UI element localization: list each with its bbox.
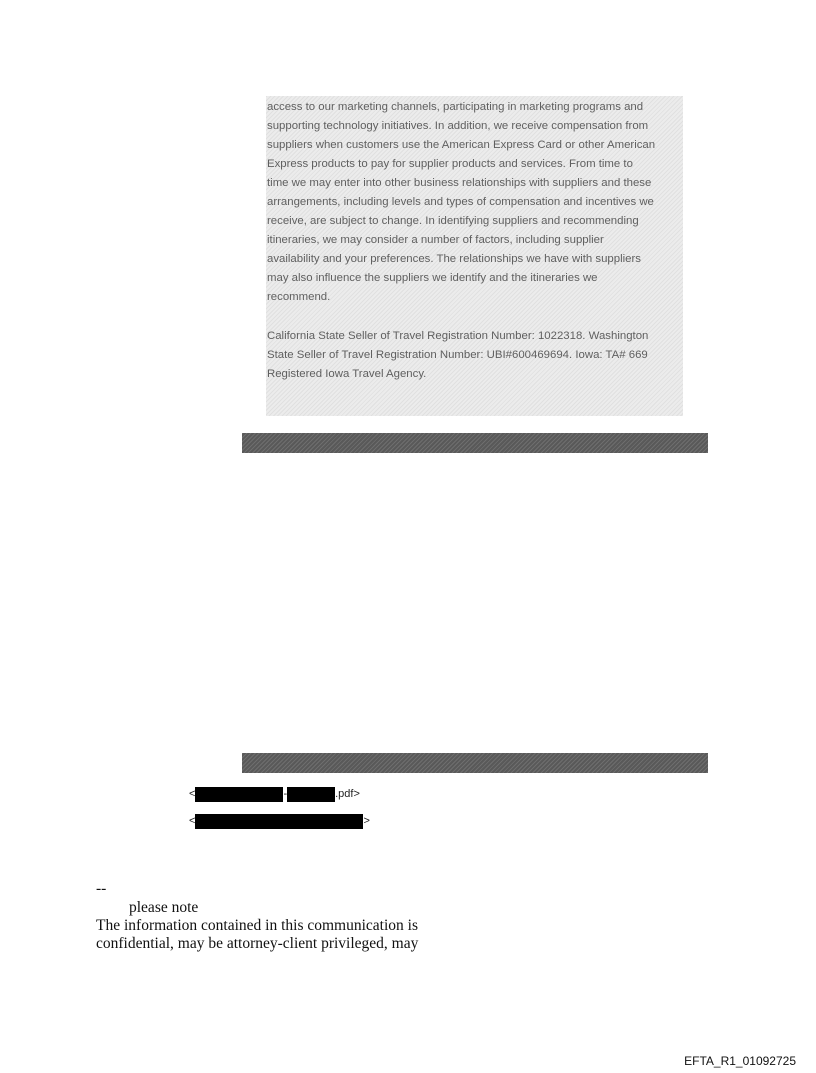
redaction-block — [195, 814, 363, 829]
attachment-suffix: > — [363, 815, 370, 827]
redaction-block — [287, 787, 335, 802]
confidentiality-text-line-2: confidential, may be attorney-client privileged, may — [96, 935, 419, 952]
separator-bar-bottom — [242, 753, 708, 773]
signature-dashes: -- — [96, 880, 107, 897]
redaction-block — [195, 787, 283, 802]
attachment-separator: - — [283, 788, 288, 800]
confidentiality-text-line-1: The information contained in this communication is — [96, 917, 418, 934]
attachment-pdf-link[interactable] — [189, 786, 360, 802]
document-id: EFTA_R1_01092725 — [684, 1054, 796, 1068]
attachment-suffix: .pdf> — [335, 788, 360, 800]
attachment-open-bracket: < — [189, 815, 196, 827]
registration-paragraph: California State Seller of Travel Registration Number: 1022318. Washington State Seller of Travel Registration Number: UBI#600469694. Iowa: TA# 669 Registered Iowa Travel Agency. — [267, 330, 649, 380]
attachment-link[interactable] — [189, 813, 370, 829]
attachment-open-bracket: < — [189, 788, 196, 800]
note-heading: please note — [129, 899, 199, 916]
separator-bar-top — [242, 433, 708, 453]
disclosure-paragraph: access to our marketing channels, participating in marketing programs and supporting technology initiatives. In addition, we receive compensation from suppliers when customers use the American Express Card or other American Express products to pay for supplier products and services. From time to time we may enter into other business relationships with suppliers and these arrangements, including levels and types of compensation and incentives we receive, are subject to change. In identifying suppliers and recommending itineraries, we may consider a number of factors, including supplier availability and your preferences. The relationships we have with suppliers may also influence the suppliers we identify and the itineraries we recommend. — [267, 101, 656, 303]
